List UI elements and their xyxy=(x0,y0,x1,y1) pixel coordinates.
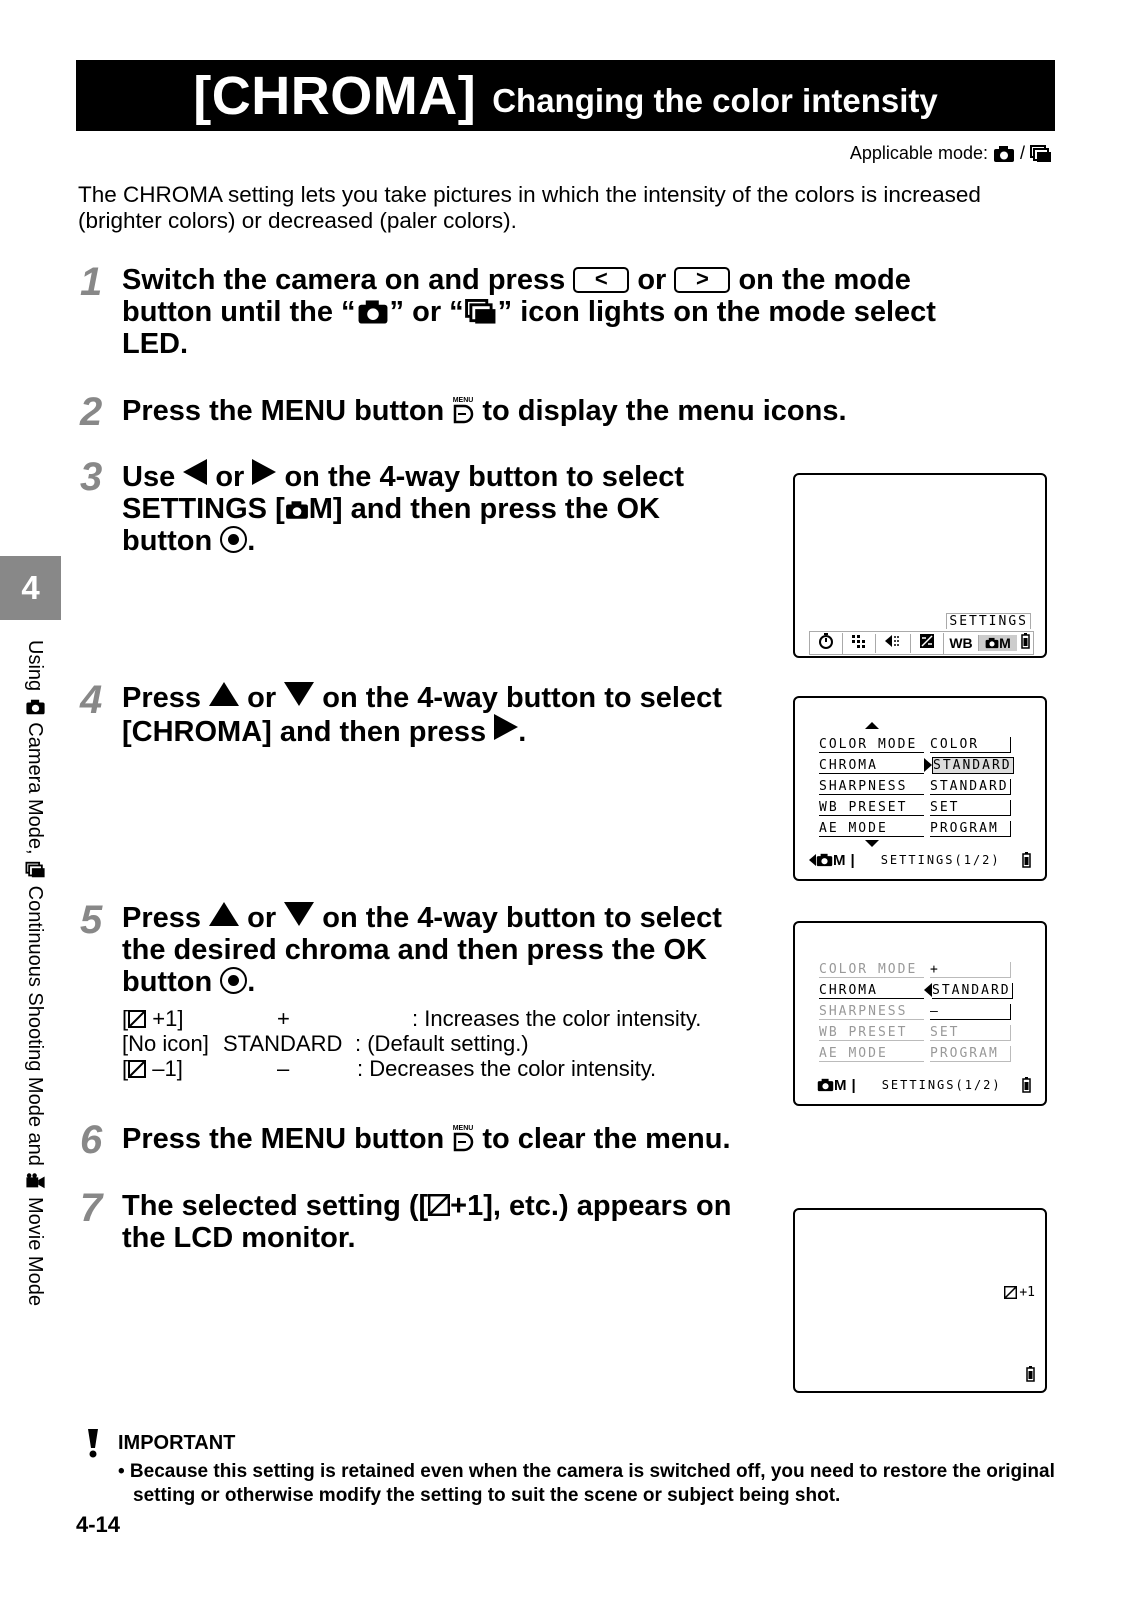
menu-row xyxy=(819,816,1014,837)
step-text-part: . xyxy=(247,525,256,557)
step-3-text xyxy=(122,459,772,557)
menu-row xyxy=(819,732,1014,753)
step-text-part: or xyxy=(637,264,667,296)
lcd-menu-table xyxy=(819,957,1013,1062)
menu-value: STANDARD xyxy=(932,983,1013,999)
step-number: 1 xyxy=(80,260,103,304)
option-value: STANDARD xyxy=(223,1031,343,1056)
battery-icon xyxy=(1022,852,1031,868)
up-arrow-icon xyxy=(209,902,239,926)
page-subtitle: Changing the color intensity xyxy=(492,81,938,119)
menu-row xyxy=(819,999,1013,1020)
menu-label: AE MODE xyxy=(819,821,924,837)
right-arrow-icon xyxy=(252,459,276,485)
menu-value: PROGRAM xyxy=(930,821,1011,837)
menu-row xyxy=(819,774,1014,795)
step-text-part: to display the menu icons. xyxy=(482,395,847,427)
exposure-icon xyxy=(911,633,944,654)
step-text-part: The selected setting ([ xyxy=(122,1190,429,1222)
settings-icon: M | xyxy=(816,852,855,869)
menu-button-icon xyxy=(452,394,474,426)
important-text: • Because this setting is retained even when the camera is switched off, you need to restore the original setting or otherwise modify the setting to suit the scene or subject being shot. xyxy=(118,1461,1055,1506)
step-text-part: ” or “ xyxy=(389,296,464,328)
lcd-footer xyxy=(817,1075,1031,1095)
option-code: [No icon] xyxy=(122,1031,209,1056)
menu-row xyxy=(819,1020,1013,1041)
step-4-text xyxy=(122,682,782,748)
scroll-down-icon xyxy=(865,840,879,847)
step-text-part: . xyxy=(247,966,256,998)
left-arrow-icon xyxy=(183,459,207,485)
option-code xyxy=(122,1056,277,1081)
step-text-part: to clear the menu. xyxy=(482,1123,731,1155)
ok-button-icon xyxy=(220,526,247,553)
option-code xyxy=(122,1006,277,1031)
chroma-option xyxy=(122,1031,701,1056)
step-text-part: M] and then press the OK xyxy=(308,493,660,525)
option-description: : (Default setting.) xyxy=(355,1031,529,1056)
continuous-shooting-icon xyxy=(464,299,498,325)
menu-label: CHROMA xyxy=(819,758,924,774)
wb-label: WB xyxy=(944,635,979,651)
step-2-text xyxy=(122,394,1042,427)
menu-value: PROGRAM xyxy=(930,1046,1011,1062)
step-text-part: Press the MENU button xyxy=(122,1123,445,1155)
page-title: [CHROMA] xyxy=(193,65,477,126)
chapter-side-text xyxy=(23,640,46,1306)
settings-m-label: M xyxy=(833,851,846,869)
down-arrow-icon xyxy=(284,902,314,926)
scroll-up-icon xyxy=(865,722,879,729)
camera-icon xyxy=(26,698,46,715)
side-text-part: Camera Mode, xyxy=(24,722,46,855)
menu-value: – xyxy=(930,1004,1011,1020)
right-key-icon: > xyxy=(674,267,730,293)
step-text-part: on the 4-way button to select xyxy=(284,461,685,493)
left-key-icon: < xyxy=(573,267,629,293)
step-text-part: Press xyxy=(122,682,202,714)
title-bar xyxy=(76,60,1055,131)
svg-text:MENU: MENU xyxy=(453,397,474,404)
option-value: – xyxy=(277,1056,290,1081)
chroma-icon xyxy=(428,1194,450,1216)
page-number: 4-14 xyxy=(76,1512,121,1537)
step-text-part: button until the “ xyxy=(122,296,356,328)
step-text-part: +1], etc.) appears on xyxy=(450,1190,732,1222)
menu-value: + xyxy=(930,962,1011,978)
step-number: 7 xyxy=(80,1186,103,1230)
settings-m-label: M xyxy=(834,1076,847,1094)
menu-label: WB PRESET xyxy=(819,800,924,816)
option-code-text: –1] xyxy=(152,1056,183,1081)
lcd-screen-chroma-select xyxy=(793,921,1047,1106)
chapter-tab: 4 xyxy=(0,556,61,620)
step-text-part: or xyxy=(215,461,245,493)
chroma-icon xyxy=(1004,1286,1017,1299)
chroma-indicator xyxy=(1004,1285,1035,1300)
lcd-footer-label: SETTINGS(1/2) xyxy=(881,1078,1002,1092)
menu-value: STANDARD xyxy=(930,779,1011,795)
chroma-icon xyxy=(128,1010,146,1028)
flash-mode-icon xyxy=(876,634,911,653)
applicable-mode xyxy=(850,143,1052,164)
chroma-option xyxy=(122,1056,701,1081)
battery-icon xyxy=(1017,633,1033,654)
lcd-menu-table xyxy=(819,732,1014,837)
step-number: 4 xyxy=(80,678,103,722)
movie-icon xyxy=(26,1173,46,1190)
chroma-options xyxy=(122,1006,701,1081)
step-text-part: or xyxy=(247,682,277,714)
step-text-part: or xyxy=(247,902,277,934)
step-text-part: the LCD monitor. xyxy=(122,1222,356,1254)
menu-label: SHARPNESS xyxy=(819,779,924,795)
option-code-prefix: [ xyxy=(122,1006,129,1031)
option-value: + xyxy=(277,1006,290,1031)
menu-row xyxy=(819,795,1014,816)
lcd-screen-settings-menu xyxy=(793,696,1047,881)
quality-icon xyxy=(843,634,876,653)
camera-icon xyxy=(285,500,309,520)
menu-row xyxy=(819,1041,1013,1062)
menu-value: COLOR xyxy=(930,737,1011,753)
step-text-part: button xyxy=(122,525,213,557)
menu-label: AE MODE xyxy=(819,1046,924,1062)
left-arrow-icon xyxy=(809,854,816,866)
step-text-part: [CHROMA] and then press xyxy=(122,716,487,748)
step-text-part: Press xyxy=(122,902,202,934)
battery-icon xyxy=(1022,1077,1031,1093)
important-icon xyxy=(84,1428,102,1458)
option-description: : Increases the color intensity. xyxy=(412,1006,702,1031)
self-timer-icon xyxy=(810,633,843,654)
menu-row-selected xyxy=(819,753,1014,774)
camera-icon xyxy=(993,145,1015,163)
step-text-part: . xyxy=(518,716,527,748)
option-code-prefix: [ xyxy=(122,1056,129,1081)
up-arrow-icon xyxy=(209,682,239,706)
step-text-part: on the 4-way button to select xyxy=(322,682,722,714)
menu-label: COLOR MODE xyxy=(819,962,924,978)
step-number: 5 xyxy=(80,898,103,942)
step-text-part: Switch the camera on and press xyxy=(122,264,566,296)
intro-text: The CHROMA setting lets you take pictures in which the intensity of the colors is increased (brighter colors) or decreased (paler colors). xyxy=(78,182,981,233)
step-1-text xyxy=(122,264,1042,360)
right-arrow-icon xyxy=(494,714,518,740)
side-text-part: Movie Mode xyxy=(24,1197,46,1306)
down-arrow-icon xyxy=(284,682,314,706)
lcd-icon-bar xyxy=(809,631,1034,655)
settings-icon xyxy=(979,635,1017,651)
ok-button-icon xyxy=(220,967,247,994)
step-text-part: SETTINGS [ xyxy=(122,493,285,525)
menu-label: COLOR MODE xyxy=(819,737,924,753)
step-text-part: Use xyxy=(122,461,176,493)
svg-text:MENU: MENU xyxy=(453,1125,474,1132)
side-text-part: Continuous Shooting Mode and xyxy=(24,885,46,1166)
step-6-text xyxy=(122,1122,1042,1155)
chroma-icon xyxy=(128,1060,146,1078)
important-title: IMPORTANT xyxy=(118,1432,236,1454)
lcd-screen-settings-icons xyxy=(793,473,1047,658)
menu-label: WB PRESET xyxy=(819,1025,924,1041)
settings-icon: M | xyxy=(817,1077,856,1094)
chroma-option xyxy=(122,1006,701,1031)
battery-icon xyxy=(1026,1366,1035,1382)
step-text-part: button xyxy=(122,966,213,998)
option-code-text: +1] xyxy=(152,1006,184,1031)
camera-icon xyxy=(356,299,390,325)
menu-row-selected xyxy=(819,978,1013,999)
menu-row xyxy=(819,957,1013,978)
side-text-part: Using xyxy=(24,640,46,692)
step-text-part: on the mode xyxy=(738,264,911,296)
menu-label: CHROMA xyxy=(819,983,924,999)
step-text-part: ” icon lights on the mode select xyxy=(497,296,936,328)
lcd-footer-label: SETTINGS(1/2) xyxy=(880,853,1001,867)
selection-arrow-icon xyxy=(924,983,932,997)
mode-separator: / xyxy=(1019,143,1025,163)
step-text-part: the desired chroma and then press the OK xyxy=(122,934,707,966)
menu-label: SHARPNESS xyxy=(819,1004,924,1020)
selection-arrow-icon xyxy=(924,758,932,772)
menu-button-icon xyxy=(452,1122,474,1154)
lcd-screen-result xyxy=(793,1208,1047,1393)
menu-value: SET xyxy=(930,800,1011,816)
lcd-settings-label: SETTINGS xyxy=(946,613,1031,629)
step-number: 6 xyxy=(80,1118,103,1162)
lcd-footer xyxy=(809,850,1031,870)
step-5-text xyxy=(122,902,782,998)
menu-value: SET xyxy=(930,1025,1011,1041)
menu-value: STANDARD xyxy=(932,757,1014,774)
option-description: : Decreases the color intensity. xyxy=(357,1056,657,1081)
step-number: 3 xyxy=(80,455,103,499)
continuous-shooting-icon xyxy=(26,862,46,879)
step-7-text xyxy=(122,1190,802,1254)
continuous-shooting-icon xyxy=(1030,145,1052,163)
applicable-mode-label: Applicable mode: xyxy=(849,143,988,163)
step-text-part: on the 4-way button to select xyxy=(322,902,722,934)
settings-m-label: M xyxy=(999,635,1011,651)
chroma-indicator-value: +1 xyxy=(1019,1285,1035,1300)
step-text-part: Press the MENU button xyxy=(122,395,445,427)
step-number: 2 xyxy=(80,390,103,434)
step-text-part: LED. xyxy=(122,328,189,360)
